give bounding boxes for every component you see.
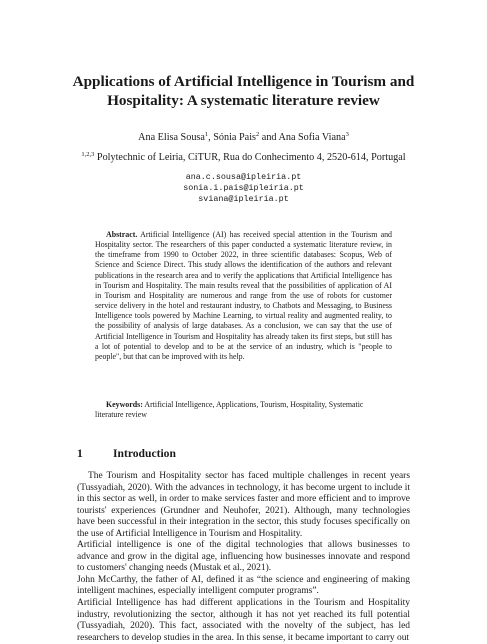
affiliation-marker: 1 bbox=[204, 131, 209, 138]
paper-title: Applications of Artificial Intelligence in Tourism and Hospitality: A systematic literature review bbox=[72, 73, 415, 109]
abstract-text: Artificial Intelligence (AI) has received special attention in the Tourism and Hospitality sector. The researchers of this paper conducted a systematic literature review, in the timeframe from 1990 to October 2022, in three scientific databases: Scopus, Web of Science and Science Direct. This study allows the identification of the authors and relevant publications in the research area and to verify the applications that Artificial Intelligence has in Tourism and Hospitality. The main results reveal that the possibilities of application of AI in Tourism and Hospitality are numerous and range from the use of robots for customer service delivery in the hotel and restaurant industry, to Chatbots and Messaging, to Business Intelligence tools powered by Machine Learning, to virtual reality and augmented reality, to the possibility of analysis of large databases. As a conclusion, we can say that the use of Artificial Intelligence in Tourism and Hospitality has already taken its first steps, but still has a lot of potential to develop and to be at the service of an industry, which is "people to people", but that can be improved with its help. bbox=[95, 230, 392, 361]
email-address: sonia.i.pais@ipleiria.pt bbox=[183, 183, 304, 194]
affiliation-marker: 1,2,3 bbox=[81, 151, 95, 158]
keywords bbox=[95, 400, 392, 420]
section-number: 1 bbox=[77, 447, 83, 460]
affiliation bbox=[30, 152, 457, 164]
author-name: Ana Sofia Viana bbox=[278, 132, 346, 143]
affiliation-text: Polytechnic of Leiria, CiTUR, Rua do Conhecimento 4, 2520-614, Portugal bbox=[94, 152, 406, 163]
keywords-label: Keywords: bbox=[106, 400, 143, 409]
keywords-text: Artificial Intelligence, Applications, Tourism, Hospitality, Systematic literature review bbox=[95, 400, 364, 420]
email-address: ana.c.sousa@ipleiria.pt bbox=[185, 172, 302, 182]
section-heading bbox=[77, 447, 176, 461]
author-separator: and bbox=[259, 132, 279, 143]
author-name: Ana Elisa Sousa bbox=[138, 132, 205, 143]
body-paragraph: Artificial Intelligence has had different applications in the Tourism and Hospitality industry, revolutionizing the sector, although it has not yet reached its full potential (Tussyadiah, 2020). This fact, associated with the novelty of the subject, has led researchers to develop studies in the area. In this sense, it became important to carry out bbox=[77, 598, 410, 643]
body-paragraph: John McCarthy, the father of AI, defined it as “the science and engineering of making intelligent machines, especially intelligent computer programs”. bbox=[77, 574, 410, 597]
email-list bbox=[40, 172, 447, 206]
body-paragraph: Artificial intelligence is one of the digital technologies that allows businesses to advance and grow in the digital age, influencing how businesses innovate and respond to customers' changing needs (Mustak et al., 2021). bbox=[77, 540, 410, 574]
abstract-label: Abstract. bbox=[106, 230, 138, 239]
email-address: sviana@ipleiria.pt bbox=[198, 194, 289, 205]
abstract bbox=[95, 230, 392, 362]
section-body bbox=[77, 471, 410, 644]
author-separator: , bbox=[208, 132, 214, 143]
section-title: Introduction bbox=[113, 447, 176, 460]
affiliation-marker: 2 bbox=[256, 131, 260, 138]
author-list bbox=[40, 132, 447, 144]
author-name: Sónia Pais bbox=[213, 132, 256, 143]
affiliation-marker: 3 bbox=[345, 131, 349, 138]
body-paragraph: The Tourism and Hospitality sector has faced multiple challenges in recent years (Tussyadiah, 2020). With the advances in technology, it has become urgent to include it in this sector as well, in order to make services faster and more efficient and to improve tourists' experiences (Grundner and Neuhofer, 2021). Although, many technologies have been successful in their integration in the sector, this study focuses specifically on the use of Artificial Intelligence in Tourism and Hospitality. bbox=[77, 471, 410, 539]
